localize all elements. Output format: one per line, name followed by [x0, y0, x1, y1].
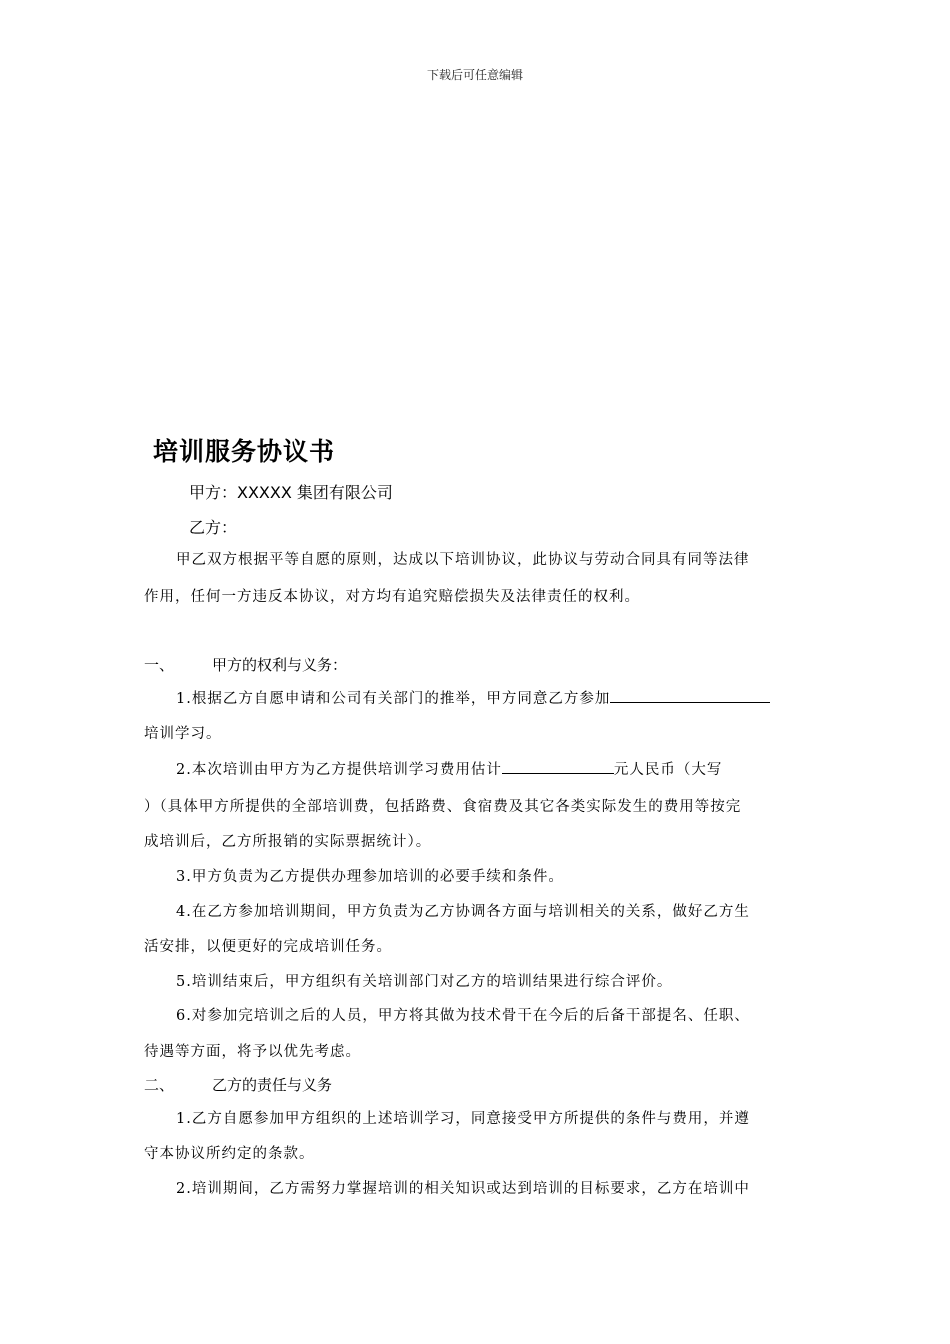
section-1-number: 一、: [144, 656, 175, 674]
section-2-heading: [144, 1074, 332, 1095]
s1-clause-6: 6.对参加完培训之后的人员，甲方将其做为技术骨干在今后的后备干部提名、任职、: [176, 1008, 750, 1024]
s2-clause-2: 2.培训期间，乙方需努力掌握培训的相关知识或达到培训的目标要求，乙方在培训中: [176, 1181, 750, 1197]
section-2-title: 乙方的责任与义务: [212, 1076, 333, 1094]
section-1-heading: [144, 654, 347, 675]
s1-clause-2: [176, 758, 722, 779]
s1-clause-2-cont-1: ）（具体甲方所提供的全部培训费，包括路费、食宿费及其它各类实际发生的费用等按完: [144, 799, 742, 815]
document-title: 培训服务协议书: [153, 437, 336, 466]
s2-clause-1: 1.乙方自愿参加甲方组织的上述培训学习，同意接受甲方所提供的条件与费用，并遵: [176, 1111, 750, 1127]
s1-clause-2-text: 2.本次培训由甲方为乙方提供培训学习费用估计: [176, 762, 502, 778]
intro-line-1: 甲乙双方根据平等自愿的原则，达成以下培训协议，此协议与劳动合同具有同等法律: [176, 552, 750, 568]
s1-clause-4-cont: 活安排，以便更好的完成培训任务。: [144, 939, 392, 955]
s1-clause-2-tail: 元人民币（大写: [613, 762, 723, 778]
s1-clause-1-cont: 培训学习。: [144, 726, 222, 742]
page-header-note: 下载后可任意编辑: [426, 68, 523, 82]
s1-clause-5: 5.培训结束后，甲方组织有关培训部门对乙方的培训结果进行综合评价。: [176, 974, 673, 990]
s1-clause-1: [176, 687, 770, 708]
s1-clause-1-text: 1.根据乙方自愿申请和公司有关部门的推举，甲方同意乙方参加: [176, 691, 611, 707]
intro-line-2: 作用，任何一方违反本协议，对方均有追究赔偿损失及法律责任的权利。: [144, 589, 640, 605]
s1-clause-2-cont-2: 成培训后，乙方所报销的实际票据统计）。: [144, 834, 432, 850]
training-name-blank[interactable]: [610, 688, 770, 703]
training-fee-blank[interactable]: [502, 759, 614, 774]
s1-clause-3: 3.甲方负责为乙方提供办理参加培训的必要手续和条件。: [176, 869, 564, 885]
section-2-number: 二、: [144, 1076, 175, 1094]
party-a-line: 甲方：XXXXX 集团有限公司: [189, 483, 393, 502]
section-1-title: 甲方的权利与义务：: [212, 656, 348, 674]
s1-clause-6-cont: 待遇等方面，将予以优先考虑。: [144, 1044, 361, 1060]
party-b-line: 乙方：: [189, 518, 238, 537]
s2-clause-1-cont: 守本协议所约定的条款。: [144, 1146, 315, 1162]
s1-clause-4: 4.在乙方参加培训期间，甲方负责为乙方协调各方面与培训相关的关系，做好乙方生: [176, 904, 750, 920]
